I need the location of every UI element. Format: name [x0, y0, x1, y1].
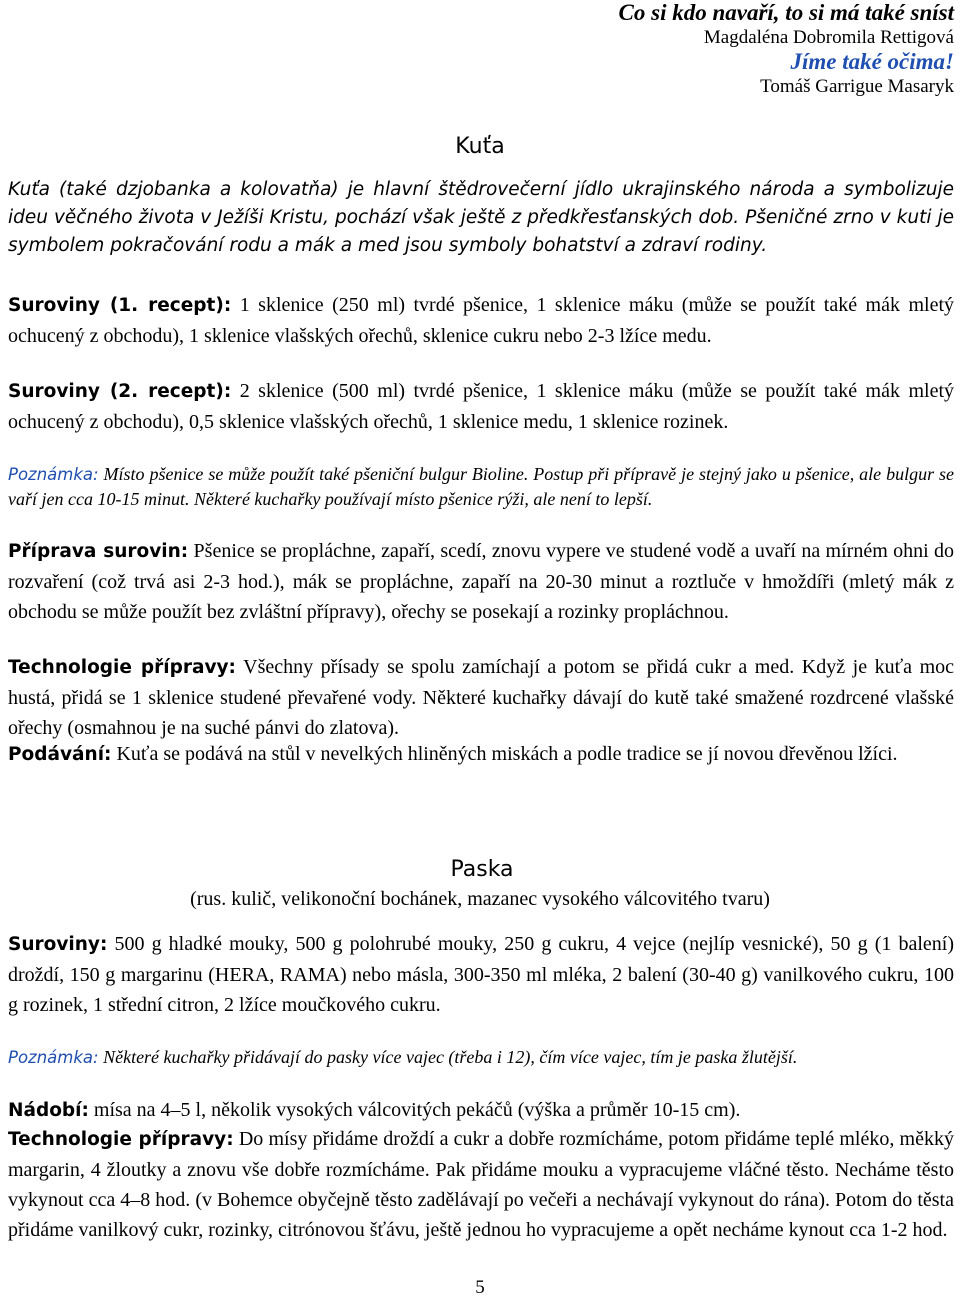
recipe-subtitle-paska: (rus. kulič, velikonoční bochánek, mazanec vysokého válcovitého tvaru)	[190, 888, 770, 910]
ingredients-label: Suroviny (1. recept):	[8, 295, 232, 316]
ingredients-paska	[8, 929, 954, 1020]
epigraph-block	[354, 0, 954, 99]
note-label: Poznámka:	[8, 1048, 99, 1067]
epigraph-quote-1: Co si kdo navaří, to si má také sníst	[618, 0, 954, 25]
recipe-title-kuta: Kuťa	[455, 134, 505, 159]
ingredients-label: Suroviny (2. recept):	[8, 381, 232, 402]
technology-text: Všechny přísady se spolu zamíchají a potom se přidá cukr a med. Když je kuťa moc hustá, přidá se 1 sklenice studené převařené vody. Některé kuchařky dávají do kutě také smažené rozdrcené vlašské ořechy (osmahnou je na suché pánvi do zlatova).	[8, 656, 955, 739]
note-paska	[8, 1045, 954, 1070]
ingredients-text: 1 sklenice (250 ml) tvrdé pšenice, 1 sklenice máku (může se použít také mák mletý ochucený z obchodu), 1 sklenice vlašských ořechů, sklenice cukru nebo 2-3 lžíce medu.	[8, 294, 954, 347]
ingredients-label: Suroviny:	[8, 934, 108, 955]
technology-section-paska	[8, 1124, 954, 1245]
ingredients-text: 500 g hladké mouky, 500 g polohrubé mouky, 250 g cukru, 4 vejce (nejlíp vesnické), 50 g (1 balení) droždí, 150 g margarinu (HERA, RAMA) nebo másla, 300-350 ml mléka, 2 balení (30-40 g) vanilkového cukru, 100 g rozinek, 1 střední citron, 2 lžíce moučkového cukru.	[8, 933, 955, 1016]
dishes-text: mísa na 4–5 l, několik vysokých válcovitých pekáčů (výška a průměr 10-15 cm).	[93, 1099, 741, 1121]
epigraph-author-2: Tomáš Garrigue Masaryk	[760, 76, 954, 97]
note-text: Místo pšenice se může použít také pšeniční bulgur Bioline. Postup při přípravě je stejný jako u pšenice, ale bulgur se vaří jen cca 10-15 minut. Některé kuchařky používají místo pšenice rýži, ale není to lepší.	[8, 464, 955, 509]
epigraph-quote-2: Jíme také očima!	[790, 49, 954, 74]
serving-text: Kuťa se podává na stůl v nevelkých hliněných miskách a podle tradice se jí novou dřevěnou lžíci.	[116, 743, 898, 765]
technology-text: Do mísy přidáme droždí a cukr a dobře rozmícháme, potom přidáme teplé mléko, měkký margarin, 4 žloutky a znovu vše dobře rozmícháme. Pak přidáme mouku a vypracujeme vláčné těsto. Necháme těsto vykynout cca 4–8 hod. (v Bohemce obyčejně těsto zadělávají po večeři a nechávají vykynout do rána). Potom do těsta přidáme vanilkový cukr, rozinky, citrónovou šťávu, ještě jednou ho vypracujeme a opět necháme kynout cca 1-2 hod.	[8, 1128, 954, 1241]
note-kuta	[8, 462, 954, 511]
recipe-title-paska: Paska	[450, 857, 514, 882]
preparation-text: Pšenice se propláchne, zapaří, scedí, znovu vypere ve studené vodě a uvaří na mírném ohni do rozvaření (což trvá asi 2-3 hod.), mák se propláchne, zapaří na 20-30 minut a roztluče v hmoždíři (mletý mák z obchodu se může použít bez zvláštní přípravy), ořechy se posekají a rozinky propláchnou.	[8, 540, 955, 623]
ingredients-recipe-1	[8, 290, 954, 351]
dishes-section	[8, 1095, 954, 1126]
ingredients-recipe-2	[8, 376, 954, 437]
note-label: Poznámka:	[8, 465, 99, 484]
technology-section	[8, 652, 954, 743]
preparation-label: Příprava surovin:	[8, 541, 189, 562]
technology-label: Technologie přípravy:	[8, 1129, 234, 1150]
epigraph-author-1: Magdaléna Dobromila Rettigová	[703, 27, 954, 48]
serving-label: Podávání:	[8, 744, 112, 765]
preparation-section	[8, 536, 954, 627]
page-number: 5	[475, 1277, 485, 1298]
ingredients-text: 2 sklenice (500 ml) tvrdé pšenice, 1 sklenice máku (může se použít také mák mletý ochucený z obchodu), 0,5 sklenice vlašských ořechů, 1 sklenice medu, 1 sklenice rozinek.	[8, 380, 954, 433]
serving-section	[8, 739, 954, 770]
dishes-label: Nádobí:	[8, 1100, 89, 1121]
note-text: Některé kuchařky přidávají do pasky více vajec (třeba i 12), čím více vajec, tím je paska žlutější.	[103, 1047, 798, 1067]
recipe-intro: Kuťa (také dzjobanka a kolovatňa) je hlavní štědrovečerní jídlo ukrajinského národa a symbolizuje ideu věčného života v Ježíši Kristu, pochází však ještě z předkřesťanských dob. Pšeničné zrno v kuti je symbolem pokračování rodu a mák a med jsou symboly bohatství a zdraví rodiny.	[8, 179, 954, 256]
technology-label: Technologie přípravy:	[8, 657, 236, 678]
